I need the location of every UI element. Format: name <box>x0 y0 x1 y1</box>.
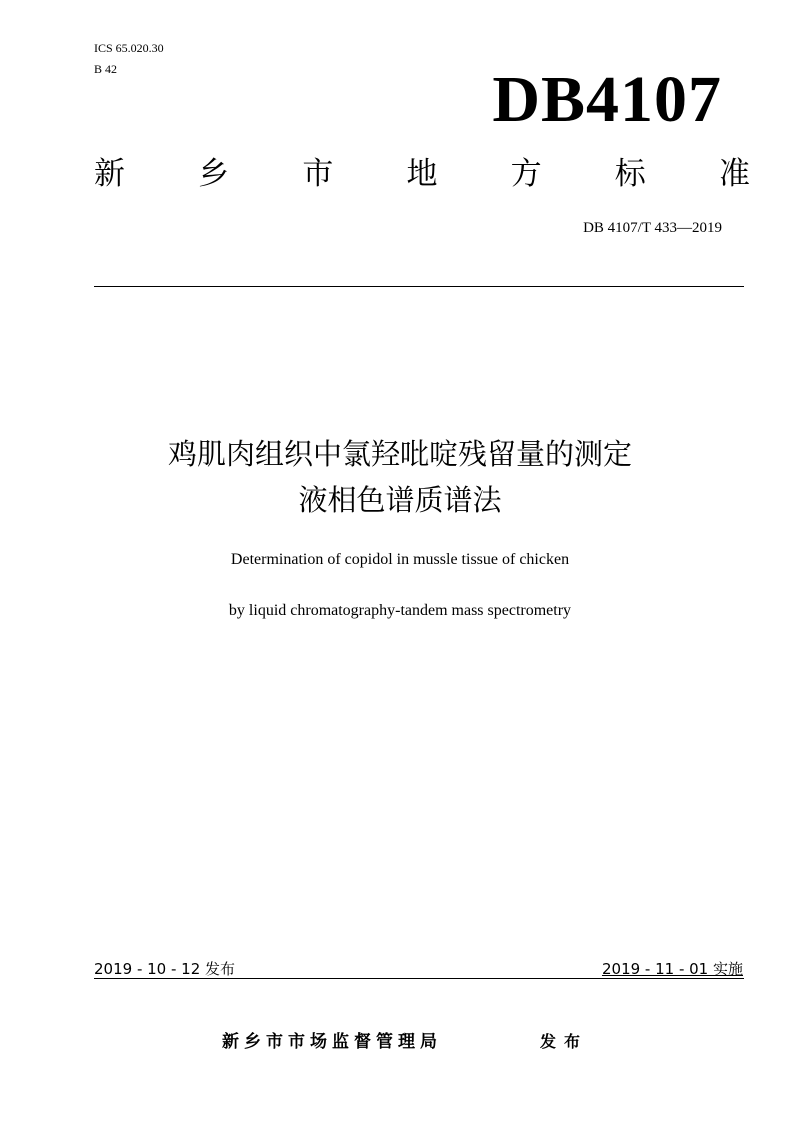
standard-type-char: 准 <box>718 156 750 192</box>
issue-date: 2019 - 10 - 12 发布 <box>94 960 236 978</box>
standard-type-char: 市 <box>302 156 334 192</box>
publish-label: 发布 <box>540 1032 589 1051</box>
title-english-line-2: by liquid chromatography-tandem mass spectrometry <box>228 602 572 619</box>
standard-number: DB 4107/T 433—2019 <box>583 220 722 236</box>
standard-type-char: 新 <box>94 156 125 192</box>
standard-type-heading <box>94 152 750 196</box>
title-english-line-1: Determination of copidol in mussle tissue of chicken <box>230 551 570 568</box>
standard-code-heading: DB4107 <box>492 63 722 136</box>
implementation-date: 2019 - 11 - 01 实施 <box>601 960 743 978</box>
header-divider <box>94 286 744 287</box>
standard-type-char: 方 <box>510 156 542 192</box>
classification-code: B 42 <box>94 62 118 76</box>
standard-type-char: 乡 <box>198 156 230 192</box>
standard-type-char: 标 <box>614 156 646 192</box>
title-chinese-line-1: 鸡肌肉组织中氯羟吡啶残留量的测定 <box>167 437 632 471</box>
publisher-name: 新乡市市场监督管理局 <box>222 1032 442 1052</box>
standard-type-char: 地 <box>406 156 438 192</box>
title-chinese-line-2: 液相色谱质谱法 <box>298 483 502 517</box>
footer-divider <box>94 978 744 979</box>
ics-code: ICS 65.020.30 <box>94 41 164 55</box>
